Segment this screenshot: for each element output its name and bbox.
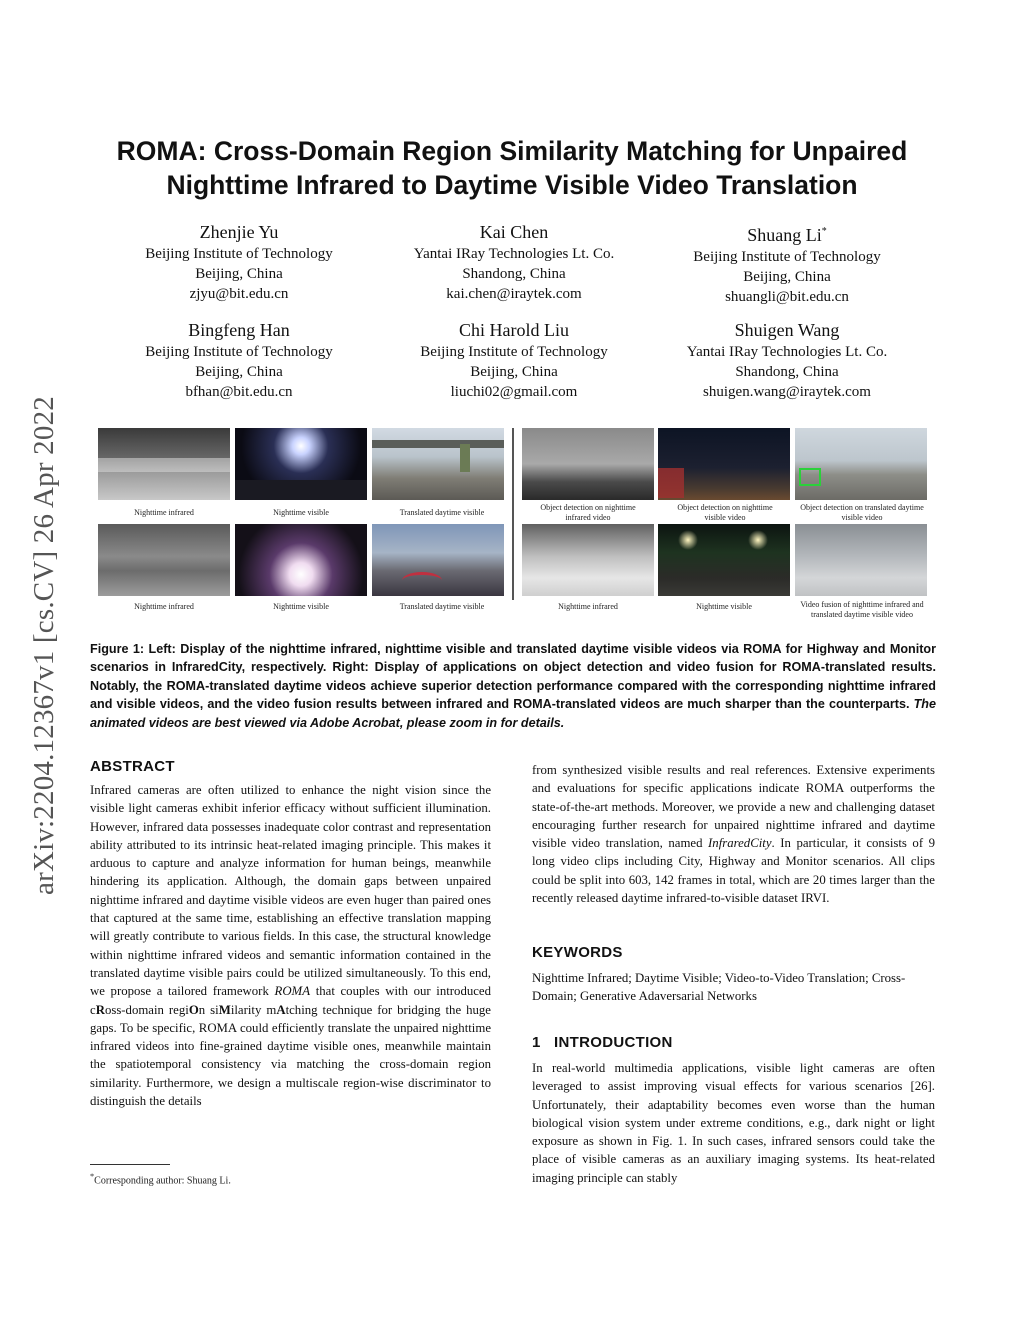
- fusion-result-image: [795, 524, 927, 596]
- author-block: [642, 318, 932, 402]
- keywords-text: Nighttime Infrared; Daytime Visible; Video-to-Video Translation; Cross-Domain; Generative Adaversarial Networks: [532, 971, 906, 1004]
- figure-caption: Nighttime infrared: [134, 508, 194, 517]
- introduction-heading: 1 INTRODUCTION: [532, 1034, 673, 1051]
- figure-divider: [512, 428, 514, 600]
- paper-title: [80, 134, 944, 202]
- author-name: Kai Chen: [479, 222, 549, 242]
- figure-1-caption: [90, 640, 936, 732]
- detection-translated-image: [795, 428, 927, 500]
- author-location: Beijing, China: [743, 269, 831, 285]
- figure-caption: Translated daytime visible: [399, 508, 485, 517]
- abstract-heading: ABSTRACT: [90, 758, 175, 775]
- fusion-visible-image: [658, 524, 790, 596]
- author-email: zjyu@bit.edu.cn: [189, 286, 289, 302]
- author-email: shuangli@bit.edu.cn: [725, 289, 849, 305]
- figure-caption: Object detection on nighttime visible video: [677, 503, 773, 522]
- arxiv-sidebar: [18, 345, 70, 945]
- footnote-rule: [90, 1164, 170, 1165]
- figure-caption: Video fusion of nighttime infrared and translated daytime visible video: [800, 600, 924, 619]
- translated-daytime-highway-image: [372, 428, 504, 500]
- nighttime-visible-highway-image: [235, 428, 367, 500]
- author-location: Shandong, China: [735, 364, 839, 380]
- figure-caption: Object detection on translated daytime visible video: [800, 503, 924, 522]
- nighttime-infrared-monitor-image: [98, 524, 230, 596]
- author-affiliation: Yantai IRay Technologies Lt. Co.: [413, 246, 615, 262]
- author-affiliation: Beijing Institute of Technology: [145, 344, 333, 360]
- nighttime-visible-monitor-image: [235, 524, 367, 596]
- fusion-infrared-image: [522, 524, 654, 596]
- title-line-2: Nighttime Infrared to Daytime Visible Video Translation: [166, 170, 858, 200]
- author-affiliation: Beijing Institute of Technology: [420, 344, 608, 360]
- abstract-text: Infrared cameras are often utilized to enhance the night vision since the visible light cameras exhibit inferior efficacy without sufficient illumination. However, infrared data possesses inadequate color contrast and representation ability attributed to its intrinsic heat-related imaging principle. This makes it arduous to capture and analyze information for human beings, meanwhile hindering its application. Although, the domain gaps between unpaired nighttime infrared and daytime visible videos are even huger than paired ones that captured at the same time, establishing an effective translation mapping will greatly contribute to various fields. In this case, the structural knowledge within nighttime infrared videos and semantic information contained in the translated daytime visible pairs could be utilized simultaneously. To this end, we propose a tailored framework ROMA that couples with our introduced cRoss-domain regiOn siMilarity mAtching technique for bridging the huge gaps. To be specific, ROMA could efficiently translate the unpaired nighttime infrared videos into fine-grained daytime visible ones, meanwhile maintain the spatiotemporal consistency via matching the cross-domain region similarity. Furthermore, we design a multiscale region-wise discriminator to distinguish the details: [90, 783, 492, 1109]
- author-affiliation: Yantai IRay Technologies Lt. Co.: [686, 344, 888, 360]
- figure-caption: Nighttime visible: [696, 602, 752, 611]
- detection-infrared-image: [522, 428, 654, 500]
- author-location: Beijing, China: [195, 364, 283, 380]
- nighttime-infrared-highway-image: [98, 428, 230, 500]
- figure-caption: Nighttime visible: [273, 508, 329, 517]
- corresponding-mark: *: [821, 226, 827, 237]
- author-location: Shandong, China: [462, 266, 566, 282]
- figure-caption-note: The animated videos are best viewed via Adobe Acrobat, please zoom in for details.: [90, 697, 936, 730]
- footnote: *Corresponding author: Shuang Li.: [90, 1172, 231, 1187]
- figure-caption: Nighttime infrared: [558, 602, 618, 611]
- keywords-heading: KEYWORDS: [532, 944, 623, 961]
- arxiv-identifier: arXiv:2204.12367v1 [cs.CV] 26 Apr 2022: [27, 395, 60, 895]
- author-email: bfhan@bit.edu.cn: [185, 384, 293, 400]
- figure-caption: Object detection on nighttime infrared video: [540, 503, 636, 522]
- introduction-text: In real-world multimedia applications, visible light cameras are often leveraged to assist improving visual effects for various scenarios [26]. Unfortunately, their adaptability becomes even worse than the human biological vision system under extreme conditions, e.g., dark night or light exposure as shown in Fig. 1. In such cases, infrared sensors could take the place of visible cameras as an auxiliary imaging systems. Its heat-related imaging principle can stably: [532, 1061, 935, 1185]
- author-block: [369, 318, 659, 402]
- author-block: [94, 318, 384, 402]
- author-affiliation: Beijing Institute of Technology: [145, 246, 333, 262]
- author-block: [94, 220, 384, 304]
- author-email: shuigen.wang@iraytek.com: [703, 384, 871, 400]
- author-block: [369, 220, 659, 304]
- figure-caption-main: Figure 1: Left: Display of the nighttime infrared, nighttime visible and translated daytime visible videos via ROMA for Highway and Monitor scenarios in InfraredCity, respectively. Right: Display of applications on object detection and video fusion for ROMA-translated results. Notably, the ROMA-translated daytime videos achieve superior detection performance compared with the corresponding nighttime infrared and visible videos, and the video fusion results between infrared and ROMA-translated videos are much sharper than the counterparts.: [90, 642, 936, 712]
- detection-box: [799, 468, 821, 486]
- author-name: Chi Harold Liu: [459, 320, 569, 340]
- author-name: Shuigen Wang: [734, 320, 840, 340]
- title-line-1: ROMA: Cross-Domain Region Similarity Matching for Unpaired: [116, 136, 908, 166]
- figure-caption: Nighttime infrared: [134, 602, 194, 611]
- author-name: Bingfeng Han: [188, 320, 290, 340]
- figure-caption: Nighttime visible: [273, 602, 329, 611]
- author-block: [642, 220, 932, 307]
- figure-caption: Translated daytime visible: [399, 602, 485, 611]
- author-name: Shuang Li*: [747, 225, 827, 245]
- author-email: liuchi02@gmail.com: [450, 384, 578, 400]
- translated-daytime-monitor-image: [372, 524, 504, 596]
- author-name: Zhenjie Yu: [199, 222, 279, 242]
- abstract-continued: from synthesized visible results and real references. Extensive experiments and evaluations for specific applications indicate ROMA outperforms the state-of-the-art methods. Moreover, we provide a new and challenging dataset encouraging further research for unpaired nighttime infrared and daytime visible video translation, named InfraredCity. In particular, it consists of 9 long video clips including City, Highway and Monitor scenarios. All clips could be split into 603, 142 frames in total, which are 20 times larger than the recently released daytime infrared-to-visible dataset IRVI.: [532, 763, 936, 906]
- author-affiliation: Beijing Institute of Technology: [693, 249, 881, 265]
- author-location: Beijing, China: [195, 266, 283, 282]
- author-email: kai.chen@iraytek.com: [446, 286, 582, 302]
- detection-visible-image: [658, 428, 790, 500]
- author-location: Beijing, China: [470, 364, 558, 380]
